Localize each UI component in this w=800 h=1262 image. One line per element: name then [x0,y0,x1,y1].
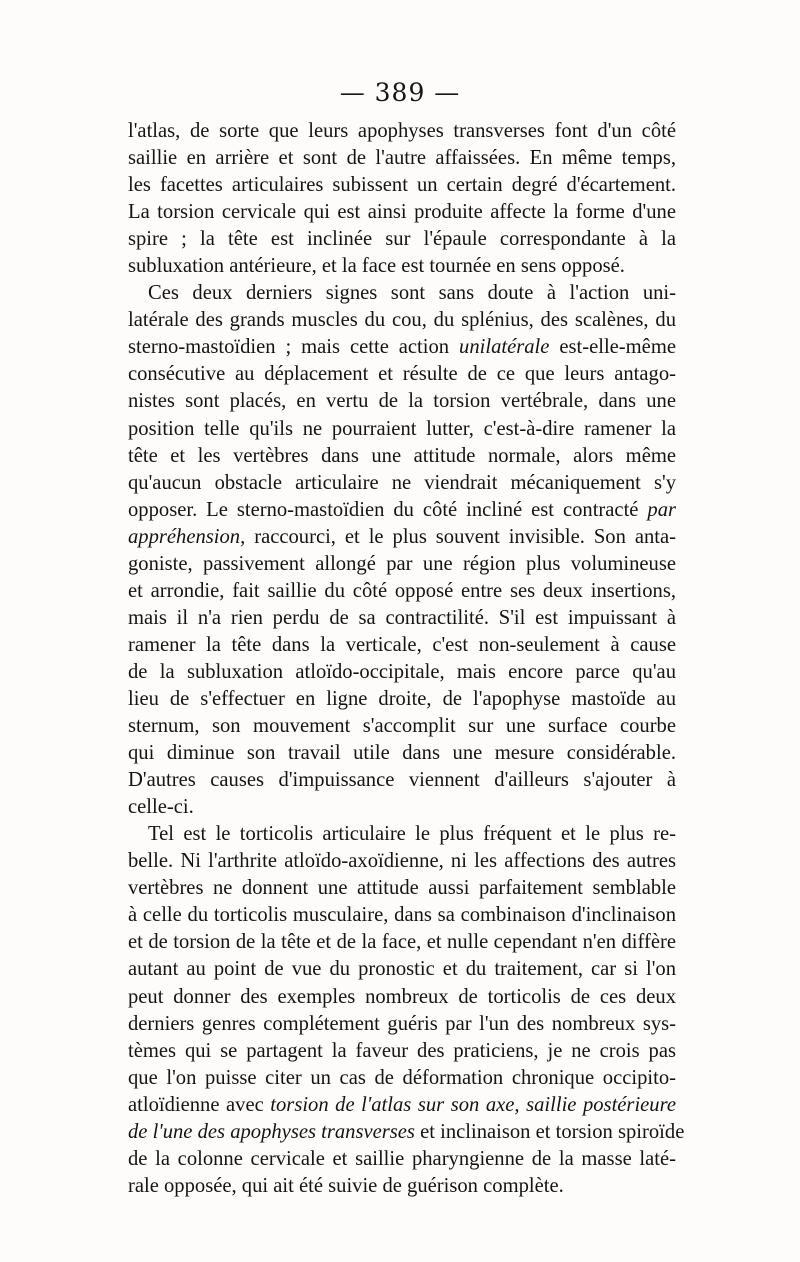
text-line: peut donner des exemples nombreux de torticolis de ces deux [128,985,676,1008]
text-line: goniste, passivement allongé par une région plus volumineuse [128,552,676,575]
text-line: derniers genres complétement guéris par l'un des nombreux sys- [128,1012,676,1035]
text-line: appréhension, raccourci, et le plus souvent invisible. Son anta- [128,525,676,548]
text-line: opposer. Le sterno-mastoïdien du côté incliné est contracté par [128,498,676,521]
text-line: autant au point de vue du pronostic et du traitement, car si l'on [128,958,676,981]
text-line: qui diminue son travail utile dans une mesure considérable. [128,742,676,765]
text-line: latérale des grands muscles du cou, du splénius, des scalènes, du [128,309,676,332]
text-line: D'autres causes d'impuissance viennent d'ailleurs s'ajouter à [128,769,676,792]
text-line: saillie en arrière et sont de l'autre affaissées. En même temps, [128,147,676,170]
page-number: — 389 — [339,78,461,107]
text-line: subluxation antérieure, et la face est tournée en sens opposé. [128,255,625,278]
text-line: sterno-mastoïdien ; mais cette action unilatérale est-elle-même [128,336,676,359]
text-line: position telle qu'ils ne pourraient lutter, c'est-à-dire ramener la [128,417,676,440]
text-line: l'atlas, de sorte que leurs apophyses transverses font d'un côté [128,120,676,142]
text-line: atloïdienne avec torsion de l'atlas sur son axe, saillie postérieure [128,1093,676,1116]
text-line: vertèbres ne donnent une attitude aussi parfaitement semblable [128,877,676,900]
text-line: de la subluxation atloïdo-occipitale, mais encore parce qu'au [128,660,676,683]
text-line: ramener la tête dans la verticale, c'est non-seulement à cause [128,633,676,656]
text-line: de l'une des apophyses transverses et inclinaison et torsion spiroïde [128,1120,685,1143]
text-line: mais il n'a rien perdu de sa contractilité. S'il est impuissant à [128,606,676,629]
text-line: nistes sont placés, en vertu de la torsion vertébrale, dans une [128,390,676,413]
text-line: à celle du torticolis musculaire, dans sa combinaison d'inclinaison [128,904,676,927]
text-line: et arrondie, fait saillie du côté opposé entre ses deux insertions, [128,579,676,602]
text-line: de la colonne cervicale et saillie pharyngienne de la masse laté- [128,1147,676,1170]
body-text [128,118,685,1200]
text-line: celle-ci. [128,796,194,819]
text-line: lieu de s'effectuer en ligne droite, de l'apophyse mastoïde au [128,687,676,710]
text-line: que l'on puisse citer un cas de déformation chronique occipito- [128,1066,676,1089]
text-line: Ces deux derniers signes sont sans doute à l'action uni- [148,282,676,305]
text-line: consécutive au déplacement et résulte de ce que leurs antago- [128,363,676,386]
text-line: et de torsion de la tête et de la face, et nulle cependant n'en diffère [128,931,676,954]
text-line: Tel est le torticolis articulaire le plus fréquent et le plus re- [148,823,676,846]
text-line: rale opposée, qui ait été suivie de guérison complète. [128,1174,564,1197]
text-line: La torsion cervicale qui est ainsi produite affecte la forme d'une [128,201,676,224]
text-line: tête et les vertèbres dans une attitude normale, alors même [128,444,676,467]
text-line: sternum, son mouvement s'accomplit sur une surface courbe [128,715,676,738]
text-line: spire ; la tête est inclinée sur l'épaule correspondante à la [128,228,676,251]
text-line: tèmes qui se partagent la faveur des praticiens, je ne crois pas [128,1039,676,1062]
text-line: qu'aucun obstacle articulaire ne viendrait mécaniquement s'y [128,471,676,494]
text-line: les facettes articulaires subissent un certain degré d'écartement. [128,174,676,197]
text-line: belle. Ni l'arthrite atloïdo-axoïdienne, ni les affections des autres [128,850,676,873]
